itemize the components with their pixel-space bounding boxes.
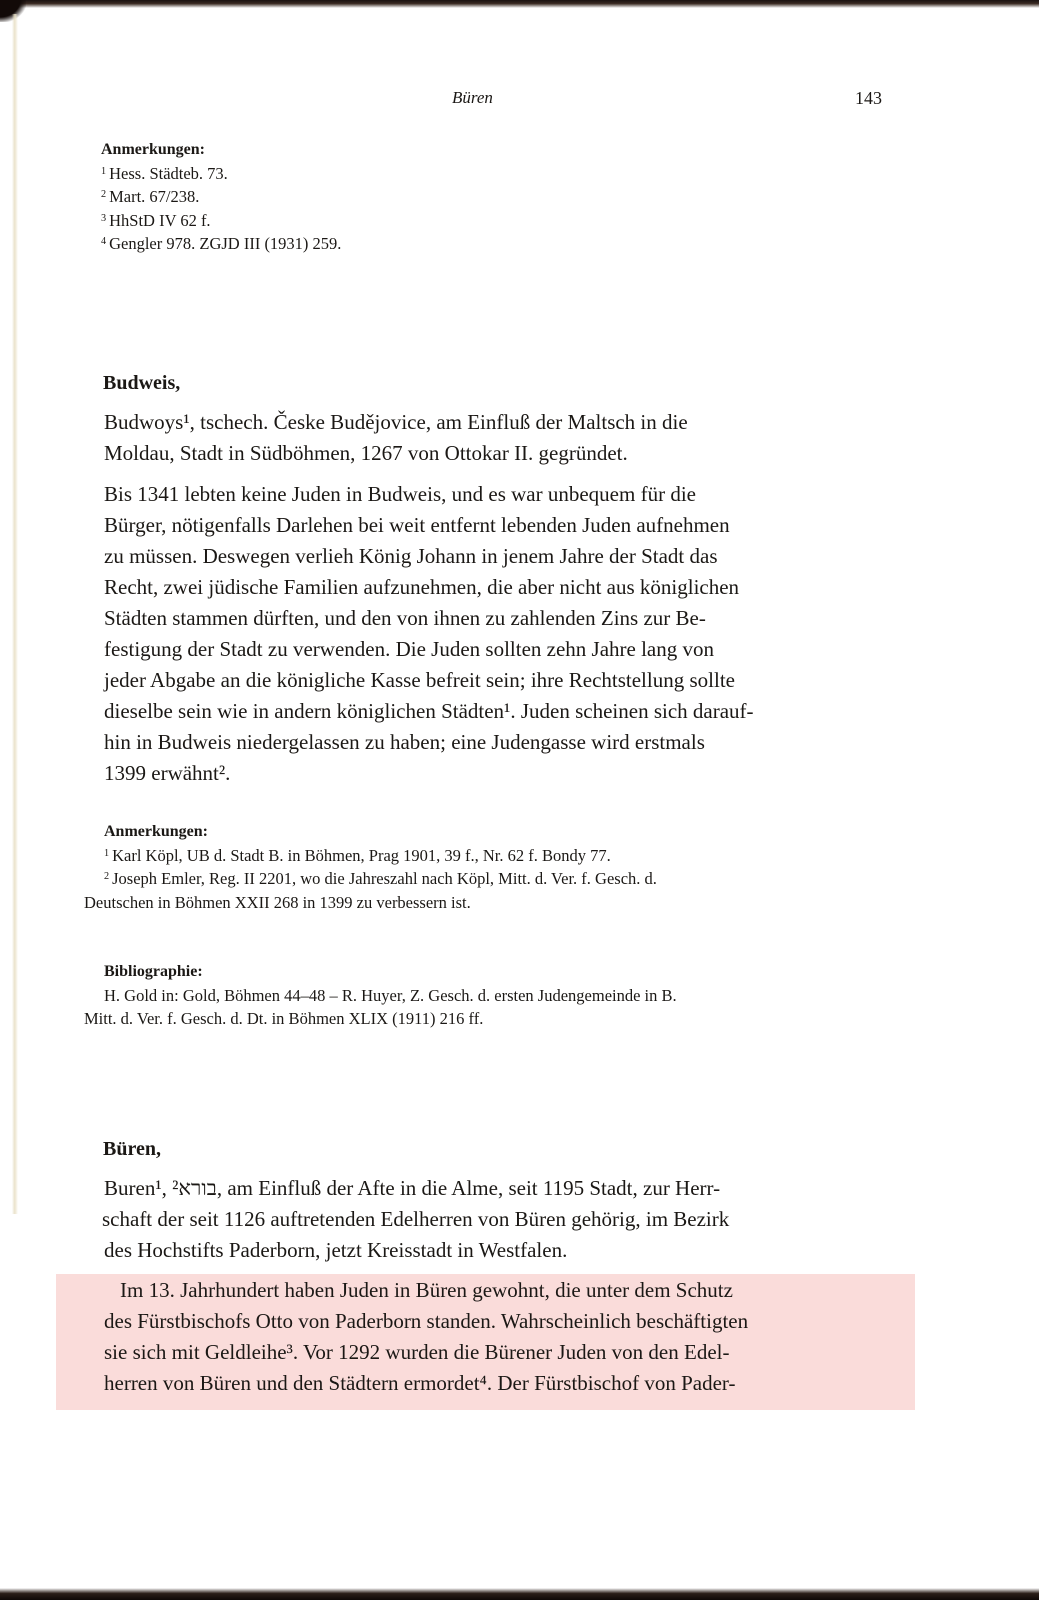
prev-notes-heading: Anmerkungen:	[101, 141, 206, 158]
text-line: Budwoys¹, tschech. Česke Budějovice, am Einfluß der Maltsch in die	[104, 410, 688, 434]
footnote: $^2$ Mart. 67/238.	[101, 187, 200, 206]
bibliography-line: H. Gold in: Gold, Böhmen 44–48 – R. Huyer, Z. Gesch. d. ersten Judengemeinde in B.	[104, 985, 677, 1005]
text-line: sie sich mit Geldleihe³. Vor 1292 wurden die Bürener Juden von den Edel-	[104, 1340, 730, 1364]
notes-heading: Anmerkungen:	[104, 823, 209, 840]
page-number: 143	[855, 88, 882, 108]
footnote: $^2$ Joseph Emler, Reg. II 2201, wo die Jahreszahl nach Köpl, Mitt. d. Ver. f. Gesch. d.	[104, 869, 657, 888]
text-line: des Hochstifts Paderborn, jetzt Kreisstadt in Westfalen.	[104, 1238, 568, 1262]
budweis-paragraph-2	[104, 479, 754, 789]
text-line: Recht, zwei jüdische Familien aufzunehmen, die aber nicht aus königlichen	[104, 575, 740, 599]
page-edge-left	[12, 14, 18, 1214]
footnote: $^3$ HhStD IV 62 f.	[101, 210, 211, 230]
text-line: Bis 1341 lebten keine Juden in Budweis, und es war unbequem für die	[104, 482, 696, 506]
text-line: des Fürstbischofs Otto von Paderborn standen. Wahrscheinlich beschäftigten	[104, 1309, 749, 1333]
text-line: hin in Budweis niedergelassen zu haben; eine Judengasse wird erstmals	[104, 730, 705, 754]
text-line: Bürger, nötigenfalls Darlehen bei weit entfernt lebenden Juden aufnehmen	[104, 513, 730, 537]
footnote: $^1$ Hess. Städteb. 73.	[101, 163, 228, 183]
bibliography-heading: Bibliographie:	[104, 963, 203, 980]
bueren-highlighted-paragraph	[104, 1275, 748, 1399]
footnote-continuation: Deutschen in Böhmen XXII 268 in 1399 zu verbessern ist.	[84, 892, 471, 912]
bibliography-line: Mitt. d. Ver. f. Gesch. d. Dt. in Böhmen XLIX (1911) 216 ff.	[84, 1009, 484, 1028]
text-line: dieselbe sein wie in andern königlichen Städten¹. Juden scheinen sich darauf-	[104, 699, 754, 723]
text-line: Moldau, Stadt in Südböhmen, 1267 von Ottokar II. gegründet.	[104, 441, 628, 465]
text-line: jeder Abgabe an die königliche Kasse befreit sein; ihre Rechtstellung sollte	[104, 668, 735, 692]
text-line: 1399 erwähnt².	[104, 761, 231, 785]
running-head: Büren	[452, 88, 493, 107]
text-line: Städten stammen dürften, und den von ihnen zu zahlenden Zins zur Be-	[104, 606, 706, 630]
footnote: $^4$ Gengler 978. ZGJD III (1931) 259.	[101, 234, 342, 253]
text-lines	[104, 407, 688, 469]
budweis-bibliography	[84, 960, 677, 1031]
text-line: Buren¹, בורא², am Einfluß der Afte in die Alme, seit 1195 Stadt, zur Herr-	[104, 1176, 721, 1200]
footnote: $^1$ Karl Köpl, UB d. Stadt B. in Böhmen, Prag 1901, 39 f., Nr. 62 f. Bondy 77.	[104, 845, 611, 865]
budweis-paragraph-1	[104, 407, 688, 469]
text-line: zu müssen. Deswegen verlieh König Johann in jenem Jahre der Stadt das	[104, 544, 718, 568]
text-lines	[104, 1275, 748, 1399]
text-lines	[104, 1173, 729, 1266]
entry-heading-budweis: Budweis,	[103, 372, 181, 394]
entry-heading-bueren: Büren,	[103, 1138, 161, 1160]
text-line: Im 13. Jahrhundert haben Juden in Büren gewohnt, die unter dem Schutz	[120, 1278, 733, 1302]
page-edge-top	[0, 0, 1039, 8]
prev-notes	[101, 138, 341, 256]
text-line: festigung der Stadt zu verwenden. Die Juden sollten zehn Jahre lang von	[104, 637, 714, 661]
page-edge-bottom	[0, 1588, 1039, 1600]
budweis-notes	[84, 820, 657, 914]
text-line: herren von Büren und den Städtern ermordet⁴. Der Fürstbischof von Pader-	[104, 1371, 736, 1395]
text-lines	[104, 479, 754, 789]
text-line: schaft der seit 1126 auftretenden Edelherren von Büren gehörig, im Bezirk	[102, 1207, 730, 1231]
bueren-intro	[104, 1173, 729, 1266]
